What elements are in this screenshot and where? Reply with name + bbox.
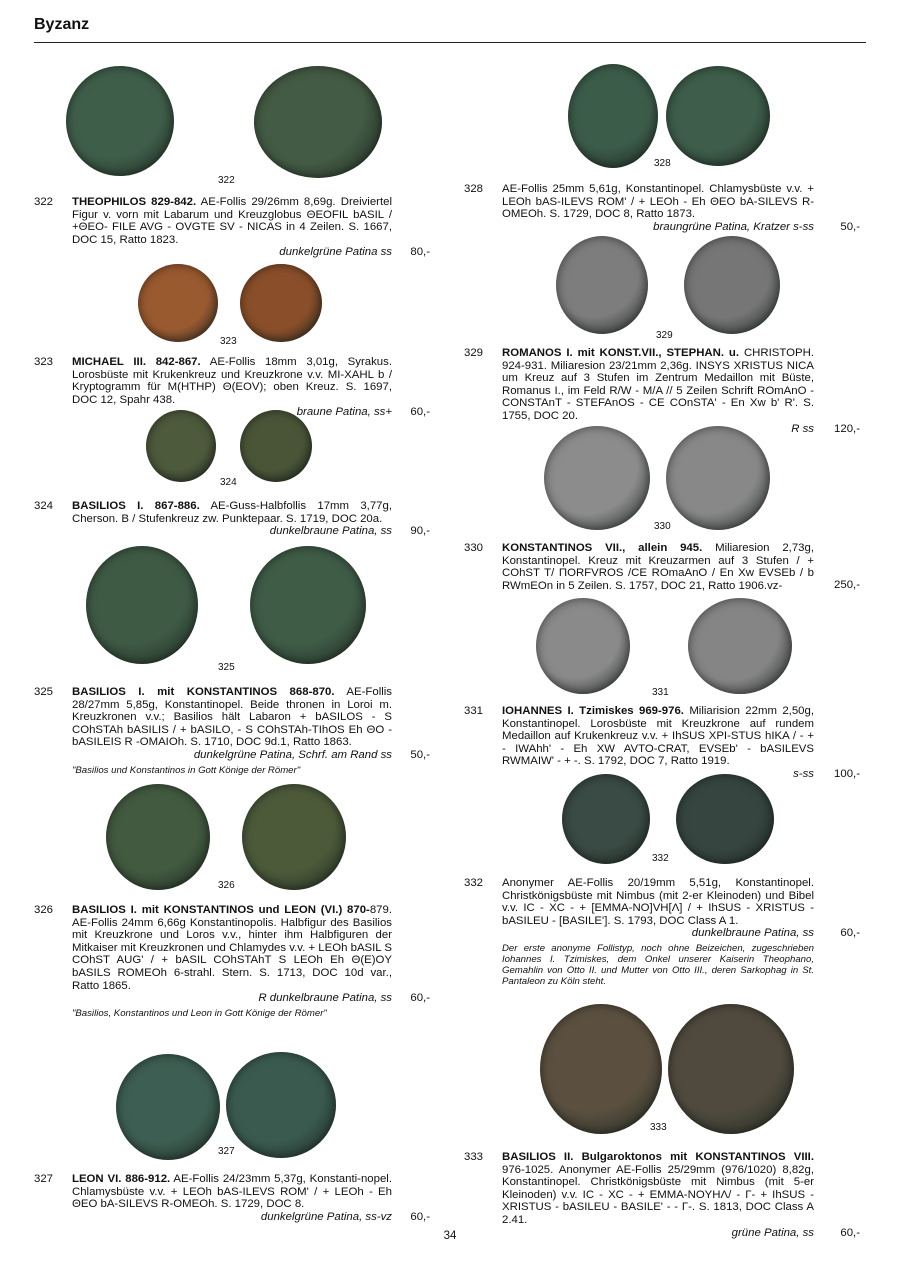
lot-text: Miliaresion 2,73g, Konstantinopel. Kreuz mit Kreuzarmen auf 3 Stufen / + COhST T/ ΠORFVROS /CE ROmaAnO / En Xw EVSEb / b RWmEOn in 5 Zeilen. S. 1757, DOC 21, Ratto 1906.vz- <box>502 542 814 592</box>
lot-condition: R ss <box>791 422 814 435</box>
lot-title: KONSTANTINOS VII., allein 945. <box>502 542 703 554</box>
lot-title: BASILIOS I. mit KONSTANTINOS 868-870. <box>72 686 335 698</box>
lot-price: 120,- <box>834 423 860 435</box>
lot-description <box>72 196 392 259</box>
lot-condition: dunkelgrüne Patina, Schrf. am Rand ss <box>193 748 392 761</box>
lot-number: 322 <box>34 196 54 208</box>
lot-title: BASILIOS I. mit KONSTANTINOS und LEON (VI.) 870- <box>72 904 370 916</box>
lot-title: THEOPHILOS 829-842. <box>72 196 197 208</box>
lot-number: 332 <box>464 877 484 889</box>
lot-condition: braune Patina, ss+ <box>296 406 392 419</box>
lot-note: "Basilios und Konstantinos in Gott Könige der Römer" <box>72 764 301 776</box>
coin-reverse-image <box>684 236 780 334</box>
lot-number: 331 <box>464 705 484 717</box>
image-caption: 326 <box>218 880 235 891</box>
lot-title: BASILIOS I. 867-886. <box>72 500 200 512</box>
lot-description <box>72 1173 392 1223</box>
coin-reverse-image <box>666 66 770 166</box>
coin-obverse-image <box>86 546 198 664</box>
lot-number: 326 <box>34 904 54 916</box>
lot-text: AE-Follis 29/26mm 8,69g. Dreiviertel Figur v. vorn mit Labarum und Kreuzglobus ΘEOFIL bASIL / +ΘEO- FILE AVG - OVGTE SV - NICAS in 4 Zeilen. S. 1667, DOC 15, Ratto 1823. <box>72 196 392 246</box>
coin-reverse-image <box>668 1004 794 1134</box>
lot-price: 60,- <box>410 1211 430 1223</box>
header-rule <box>34 42 866 43</box>
lot-text: CHRISTOPH. 924-931. Miliaresion 23/21mm 2,36g. INSYS XRISTUS NICA um Kreuz auf 3 Stufen im Zentrum Medaillon mit Büste, Romanus I., im Feld R/W - M/A // 5 Zeilen Schrift ROmAnO -CONSTAnT - STEFAnOS - CE COnSTA' - En Xw b' R'. S. 1755, DOC 20. <box>502 347 814 422</box>
coin-obverse-image <box>562 774 650 864</box>
lot-number: 330 <box>464 542 484 554</box>
section-title: Byzanz <box>34 16 90 33</box>
coin-obverse-image <box>540 1004 662 1134</box>
image-caption: 328 <box>654 158 671 169</box>
lot-description <box>502 542 814 592</box>
coin-reverse-image <box>240 264 322 342</box>
lot-number: 325 <box>34 686 54 698</box>
lot-price: 60,- <box>410 992 430 1004</box>
lot-price: 60,- <box>840 927 860 939</box>
lot-text: 879. AE-Follis 24mm 6,66g Konstantinopolis. Halbfigur des Basilios mit Kreuzkrone und Loros v.v., hinter ihm Halbfiguren der Mitkaiser mit Kreuzkronen und Chlamydes v.v. + LEOh bASIL S COhST AUG' / + bASIL COhSTAhT S LEOh Eh Θ(E)OY bASILS ROMEOh 6-strahl. Stern. S. 1713, DOC 10d var., Ratto 1865. <box>72 904 392 992</box>
lot-number: 323 <box>34 356 54 368</box>
lot-description <box>72 904 392 1019</box>
lot-description <box>502 877 814 987</box>
lot-text: AE-Follis 28/27mm 5,85g, Konstantinopel. Beide thronen in Loroi m. Kreuzkronen v.v.; Basilios hält Labaron + bASILOS - S COhSTAh bASILIS / + bASILO, - S COhSTAh-TIhOS Eh ΘO - bASILEIS R -OMAIOh. S. 1710, DOC 9d.1, Ratto 1863. <box>72 686 392 749</box>
lot-title: LEON VI. 886-912. <box>72 1173 171 1185</box>
lot-description <box>502 705 814 781</box>
page-number: 34 <box>443 1230 457 1242</box>
coin-obverse-image <box>146 410 216 482</box>
lot-price: 250,- <box>834 579 860 591</box>
lot-note: Der erste anonyme Follistyp, noch ohne Beizeichen, zugeschrieben Iohannes I. Tzimiskes, dem Onkel unserer Kaiserin Theophano, Gemahlin von Otto II. und Mutter von Otto III., deren Sarkophag in St. Pantaleon zu Köln steht. <box>502 942 814 987</box>
lot-price: 90,- <box>410 525 430 537</box>
lot-title: BASILIOS II. Bulgaroktonos mit KONSTANTINOS VIII. <box>502 1151 814 1163</box>
lot-text: Anonymer AE-Follis 20/19mm 5,51g, Konstantinopel. Christkönigsbüste mit Nimbus (mit 2-er Kleinoden) und Bibel v.v. IC - XC - + [EMMA-NO]VH[Λ] / + IhSUS - XRISTUS - bASILEU - [BASILE']. S. 1793, DOC Class A 1. <box>502 877 814 927</box>
image-caption: 332 <box>652 853 669 864</box>
lot-text: AE-Follis 25mm 5,61g, Konstantinopel. Chlamysbüste v.v. + LEOh bAS-ILEVS ROM' / + LEOh - Eh ΘEO bA-SILEVS R-OMEOh. S. 1729, DOC 8, Ratto 1873. <box>502 183 814 221</box>
lot-price: 80,- <box>410 246 430 258</box>
lot-note: "Basilios, Konstantinos und Leon in Gott Könige der Römer" <box>72 1007 327 1019</box>
lot-description <box>502 347 814 435</box>
lot-text: 976-1025. Anonymer AE-Follis 25/29mm (976/1020) 8,82g, Konstantinopel. Christkönigsbüste mit Nimbus (mit 5-er Kleinoden) v.v. IC - XC - + EMMA-NOYHΛ/ - Γ- + IhSUS - XRISTUS - bASILEU - BASILE' - - Γ-. S. 1813, DOC Class A 2.41. <box>502 1163 814 1226</box>
lot-number: 329 <box>464 347 484 359</box>
coin-reverse-image <box>242 784 346 890</box>
image-caption: 330 <box>654 521 671 532</box>
lot-price: 60,- <box>410 406 430 418</box>
lot-text: AE-Follis 18mm 3,01g, Syrakus. Lorosbüste mit Krukenkreuz und Kreuzkrone v.v. MI-XAHL b / Kryptogramm für M(HTHP) Θ(EOV); oben Kreuz. S. 1697, DOC 12, Spahr 438. <box>72 356 392 406</box>
coin-reverse-image <box>250 546 366 664</box>
lot-title: MICHAEL III. 842-867. <box>72 356 201 368</box>
coin-obverse-image <box>536 598 630 694</box>
lot-description <box>502 183 814 233</box>
image-caption: 324 <box>220 477 237 488</box>
lot-condition: dunkelgrüne Patina, ss-vz <box>260 1210 392 1223</box>
image-caption: 333 <box>650 1122 667 1133</box>
lot-description <box>72 356 392 419</box>
lot-title: ROMANOS I. mit KONST.VII., STEPHAN. u. <box>502 347 740 359</box>
coin-obverse-image <box>556 236 648 334</box>
coin-obverse-image <box>106 784 210 890</box>
image-caption: 325 <box>218 662 235 673</box>
coin-obverse-image <box>116 1054 220 1160</box>
lot-number: 333 <box>464 1151 484 1163</box>
coin-reverse-image <box>676 774 774 864</box>
lot-text: AE-Follis 24/23mm 5,37g, Konstanti-nopel. Chlamysbüste v.v. + LEOh bAS-ILEVS ROM' / + LEOh - Eh ΘEO bA-SILEVS R-OMEOh. S. 1729, DOC 8. <box>72 1173 392 1211</box>
lot-condition: dunkelgrüne Patina ss <box>279 246 392 259</box>
lot-description <box>72 500 392 538</box>
lot-condition: grüne Patina, ss <box>731 1226 814 1239</box>
coin-obverse-image <box>544 426 650 530</box>
coin-reverse-image <box>226 1052 336 1158</box>
coin-reverse-image <box>688 598 792 694</box>
lot-price: 100,- <box>834 768 860 780</box>
lot-text: Miliarision 22mm 2,50g, Konstantinopel. Lorosbüste mit Kreuzkrone auf rundem Medaillon auf Krukenkreuz v.v. + IhSUS XPI-STUS hIKA / - + - IWAhh' - Eh XW AVTO-CRAT, EVSEb' - bASILEVS RWMAIW' - + -. S. 1792, DOC 7, Ratto 1919. <box>502 705 814 768</box>
lot-number: 324 <box>34 500 54 512</box>
coin-reverse-image <box>254 66 382 178</box>
lot-description <box>502 1151 814 1239</box>
lot-description <box>72 686 392 776</box>
lot-condition: dunkelbraune Patina, ss <box>269 525 392 538</box>
lot-condition: dunkelbraune Patina, ss <box>691 927 814 940</box>
coin-obverse-image <box>138 264 218 342</box>
coin-obverse-image <box>66 66 174 176</box>
image-caption: 327 <box>218 1146 235 1157</box>
image-caption: 331 <box>652 687 669 698</box>
lot-number: 328 <box>464 183 484 195</box>
coin-obverse-image <box>568 64 658 168</box>
coin-reverse-image <box>240 410 312 482</box>
lot-condition: R dunkelbraune Patina, ss <box>258 992 392 1005</box>
lot-title: IOHANNES I. Tzimiskes 969-976. <box>502 705 684 717</box>
lot-text: AE-Guss-Halbfollis 17mm 3,77g, Cherson. B / Stufenkreuz zw. Punktepaar. S. 1719, DOC 20a. <box>72 500 392 525</box>
lot-condition: s-ss <box>793 767 814 780</box>
lot-price: 50,- <box>840 221 860 233</box>
image-caption: 323 <box>220 336 237 347</box>
lot-price: 50,- <box>410 749 430 761</box>
image-caption: 329 <box>656 330 673 341</box>
lot-number: 327 <box>34 1173 54 1185</box>
image-caption: 322 <box>218 175 235 186</box>
lot-condition: braungrüne Patina, Kratzer s-ss <box>653 220 814 233</box>
lot-price: 60,- <box>840 1227 860 1239</box>
coin-reverse-image <box>666 426 770 530</box>
